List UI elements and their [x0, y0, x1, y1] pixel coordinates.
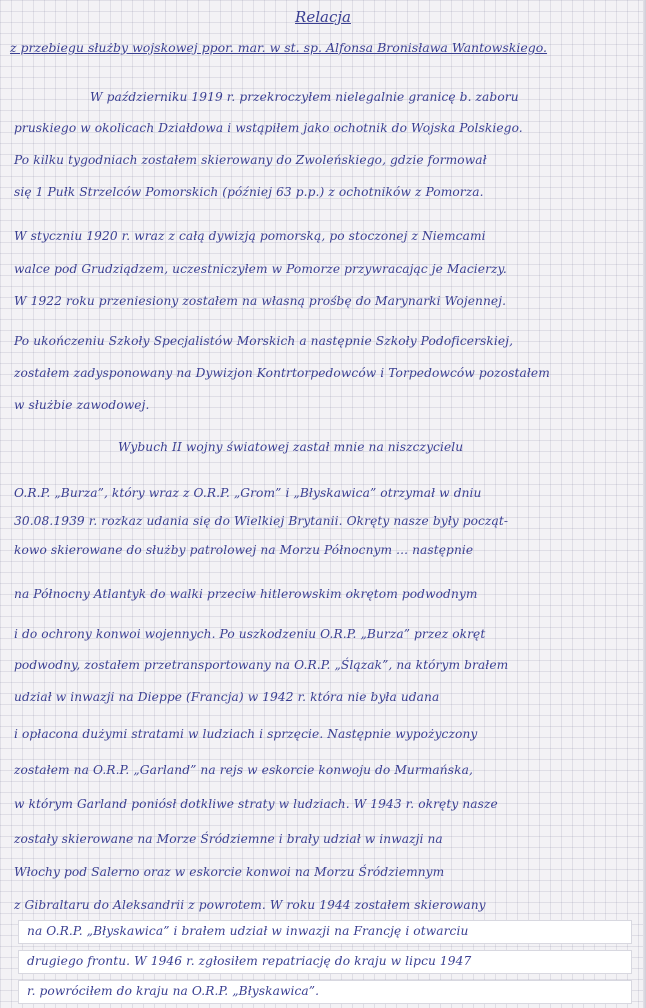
document-title: Relacja	[295, 8, 351, 26]
text-line: w służbie zawodowej.	[14, 398, 150, 412]
text-line: zostałem zadysponowany na Dywizjon Kontrtorpedowców i Torpedowców pozostałem	[14, 366, 550, 380]
pasted-paper-strip	[18, 950, 632, 974]
text-line: drugiego frontu. W 1946 r. zgłosiłem repatriację do kraju w lipcu 1947	[27, 954, 472, 968]
text-line: podwodny, zostałem przetransportowany na O.R.P. „Ślązak”, na którym brałem	[14, 658, 509, 672]
text-line: Po kilku tygodniach zostałem skierowany do Zwoleńskiego, gdzie formował	[14, 153, 487, 167]
text-line: kowo skierowane do służby patrolowej na Morzu Północnym ... następnie	[14, 543, 474, 557]
text-line: zostały skierowane na Morze Śródziemne i brały udział w inwazji na	[14, 832, 443, 846]
text-line: udział w inwazji na Dieppe (Francja) w 1942 r. która nie była udana	[14, 690, 440, 704]
text-line: zostałem na O.R.P. „Garland” na rejs w eskorcie konwoju do Murmańska,	[14, 763, 473, 777]
text-line: na O.R.P. „Błyskawica” i brałem udział w inwazji na Francję i otwarciu	[27, 924, 469, 938]
text-line: Włochy pod Salerno oraz w eskorcie konwoi na Morzu Śródziemnym	[14, 865, 445, 879]
pasted-paper-strip	[18, 980, 632, 1004]
text-line: i opłacona dużymi stratami w ludziach i sprzęcie. Następnie wypożyczony	[14, 727, 478, 741]
text-line: 30.08.1939 r. rozkaz udania się do Wielkiej Brytanii. Okręty nasze były począt-	[14, 514, 509, 528]
text-line: w którym Garland poniósł dotkliwe straty w ludziach. W 1943 r. okręty nasze	[14, 797, 498, 811]
text-line: Po ukończeniu Szkoły Specjalistów Morskich a następnie Szkoły Podoficerskiej,	[14, 334, 514, 348]
text-line: i do ochrony konwoi wojennych. Po uszkodzeniu O.R.P. „Burza” przez okręt	[14, 627, 486, 641]
text-line: O.R.P. „Burza”, który wraz z O.R.P. „Grom” i „Błyskawica” otrzymał w dniu	[14, 486, 482, 500]
pasted-paper-strip	[18, 920, 632, 944]
text-line: pruskiego w okolicach Działdowa i wstąpiłem jako ochotnik do Wojska Polskiego.	[14, 121, 523, 135]
document-subtitle: z przebiegu służby wojskowej ppor. mar. w st. sp. Alfonsa Bronisława Wantowskiego.	[10, 40, 548, 55]
text-line: na Północny Atlantyk do walki przeciw hitlerowskim okrętom podwodnym	[14, 587, 478, 601]
text-line: r. powróciłem do kraju na O.R.P. „Błyskawica”.	[27, 984, 320, 998]
text-line: walce pod Grudziądzem, uczestniczyłem w Pomorze przywracając je Macierzy.	[14, 262, 507, 276]
text-line: z Gibraltaru do Aleksandrii z powrotem. W roku 1944 zostałem skierowany	[14, 898, 486, 912]
text-line: W październiku 1919 r. przekroczyłem nielegalnie granicę b. zaboru	[90, 90, 519, 104]
text-line: W 1922 roku przeniesiony zostałem na własną prośbę do Marynarki Wojennej.	[14, 294, 507, 308]
text-line: się 1 Pułk Strzelców Pomorskich (później 63 p.p.) z ochotników z Pomorza.	[14, 185, 484, 199]
text-line: Wybuch II wojny światowej zastał mnie na niszczycielu	[118, 440, 464, 454]
text-line: W styczniu 1920 r. wraz z całą dywizją pomorską, po stoczonej z Niemcami	[14, 229, 486, 243]
